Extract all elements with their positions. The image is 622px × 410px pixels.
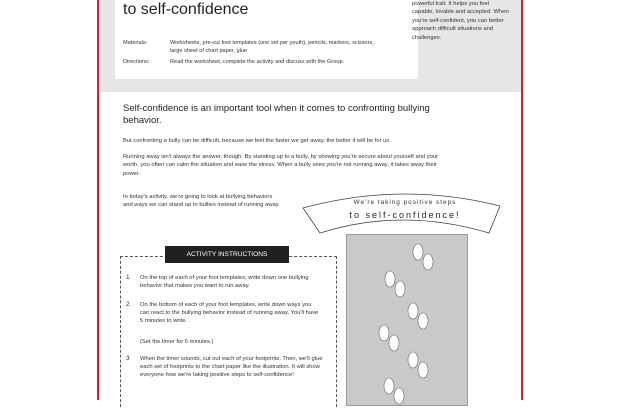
step-note: (Set the timer for 5 minutes.) [140,339,214,345]
step-text: When the timer sounds, cut out each of your footprints. Then, we'll glue each set of footprints to the chart paper like the illustration. It will show everyone how we're taking positive steps to self-confidence! [140,356,323,379]
step-text: On the top of each of your foot templates, write down one bullying behavior that makes you want to run away. [140,275,309,290]
instructions-heading: ACTIVITY INSTRUCTIONS [165,246,289,263]
banner-line-1: We're taking positive steps [353,199,457,206]
step-number: 3 [126,355,130,362]
paragraph-2: Running away isn't always the answer, though. By standing up to a bully, by showing you're secure about yourself and your worth, you often can calm the situation and ease the stress. When a bully sees you're not running away, it takes away their power. [123,154,439,177]
left-border [97,0,99,400]
sidebar-text: powerful trait. It helps you feel capable, lovable and accepted. When you're self-confident, you can better approach difficult situations and challenges. [412,1,509,41]
banner-line-2: to self-confidence! [349,210,461,220]
materials-text: Worksheets, pre-cut foot templates (one set per youth), pencils, markers, scissors, large sheet of chart paper, glue [170,40,374,54]
lead-heading: Self-confidence is an important tool when it comes to confronting bullying behavior. [123,103,430,126]
footprints-illustration [346,234,468,406]
step-text: On the bottom of each of your foot templates, write down ways you can react to the bullying behavior instead of running away. You'll have 5 minutes to write. [140,302,319,325]
directions-label: Directions: [123,59,150,65]
materials-label: Materials: [123,40,148,46]
step-number: 2 [126,301,130,308]
page-title: to self-confidence [123,1,249,18]
directions-text: Read the worksheet, complete the activity and discuss with the Group. [170,59,345,65]
paragraph-3: In today's activity, we're going to look at bullying behaviors and ways we can stand up to bullies instead of running away. [123,194,280,209]
paragraph-1: But confronting a bully can be difficult, because we feel the faster we get away, the better it will be for us. [123,138,391,144]
step-number: 1 [126,274,130,281]
footprints-icon [347,235,467,405]
right-border [521,0,523,400]
